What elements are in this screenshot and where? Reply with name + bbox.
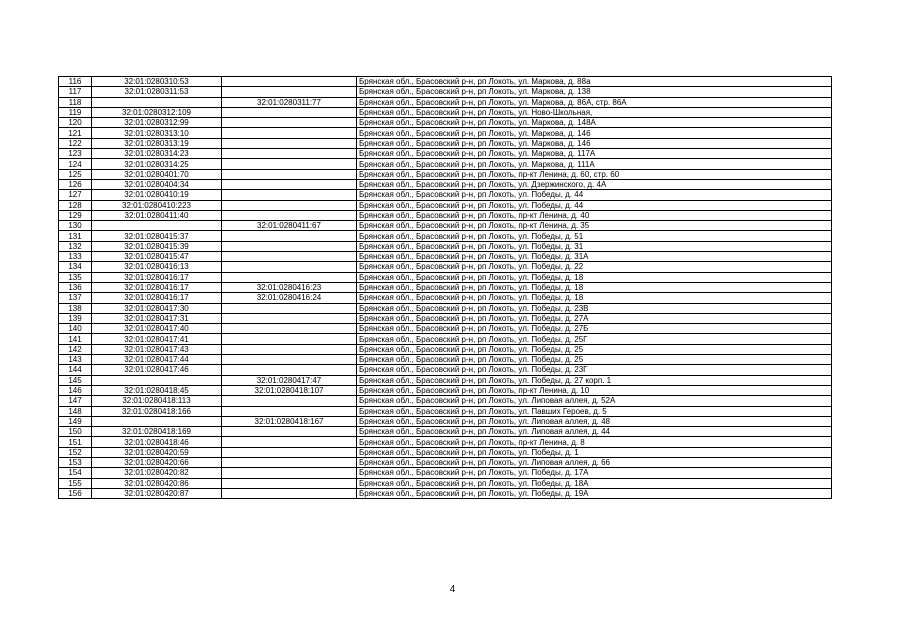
cadastral-number-cell: 32:01:0280416:13 [92,262,222,272]
related-cadastral-number-cell [222,457,357,467]
table-row [59,221,832,231]
table-row [59,210,832,220]
related-cadastral-number-cell [222,437,357,447]
cadastral-number-cell: 32:01:0280313:19 [92,138,222,148]
related-cadastral-number-cell [222,77,357,87]
address-cell: Брянская обл., Брасовский р-н, рп Локоть, ул. Ново-Школьная, [357,107,832,117]
address-cell: Брянская обл., Брасовский р-н, рп Локоть, ул. Победы, д. 17А [357,468,832,478]
related-cadastral-number-cell: 32:01:0280418:107 [222,385,357,395]
address-cell: Брянская обл., Брасовский р-н, рп Локоть, ул. Дзержинского, д. 4А [357,179,832,189]
related-cadastral-number-cell [222,324,357,334]
row-number-cell: 146 [59,385,92,395]
cadastral-number-cell: 32:01:0280420:86 [92,478,222,488]
table-body [59,77,832,499]
row-number-cell: 141 [59,334,92,344]
related-cadastral-number-cell: 32:01:0280418:167 [222,416,357,426]
table-row [59,252,832,262]
related-cadastral-number-cell [222,272,357,282]
row-number-cell: 133 [59,252,92,262]
address-cell: Брянская обл., Брасовский р-н, рп Локоть, ул. Победы, д. 18 [357,293,832,303]
table-row [59,406,832,416]
cadastral-number-cell: 32:01:0280417:41 [92,334,222,344]
related-cadastral-number-cell [222,241,357,251]
related-cadastral-number-cell [222,128,357,138]
address-cell: Брянская обл., Брасовский р-н, рп Локоть, ул. Победы, д. 1 [357,447,832,457]
table-row [59,149,832,159]
row-number-cell: 136 [59,282,92,292]
row-number-cell: 125 [59,169,92,179]
cadastral-number-cell: 32:01:0280416:17 [92,293,222,303]
address-cell: Брянская обл., Брасовский р-н, рп Локоть, пр-кт Ленина, д. 40 [357,210,832,220]
row-number-cell: 140 [59,324,92,334]
address-cell: Брянская обл., Брасовский р-н, рп Локоть, ул. Победы, д. 44 [357,200,832,210]
related-cadastral-number-cell [222,303,357,313]
cadastral-number-cell: 32:01:0280416:17 [92,282,222,292]
row-number-cell: 131 [59,231,92,241]
cadastral-number-cell [92,416,222,426]
address-cell: Брянская обл., Брасовский р-н, рп Локоть, пр-кт Ленина, д. 60, стр. 60 [357,169,832,179]
address-cell: Брянская обл., Брасовский р-н, рп Локоть, ул. Маркова, д. 138 [357,87,832,97]
row-number-cell: 117 [59,87,92,97]
address-cell: Брянская обл., Брасовский р-н, рп Локоть, ул. Маркова, д. 148А [357,118,832,128]
related-cadastral-number-cell [222,365,357,375]
address-cell: Брянская обл., Брасовский р-н, рп Локоть, ул. Победы, д. 18 [357,272,832,282]
address-cell: Брянская обл., Брасовский р-н, рп Локоть, ул. Победы, д. 23В [357,303,832,313]
table-row [59,200,832,210]
row-number-cell: 143 [59,355,92,365]
cadastral-number-cell: 32:01:0280415:47 [92,252,222,262]
row-number-cell: 116 [59,77,92,87]
related-cadastral-number-cell [222,447,357,457]
table-row [59,190,832,200]
row-number-cell: 135 [59,272,92,282]
address-cell: Брянская обл., Брасовский р-н, рп Локоть, ул. Маркова, д. 146 [357,138,832,148]
related-cadastral-number-cell [222,87,357,97]
cadastral-number-cell: 32:01:0280410:19 [92,190,222,200]
address-cell: Брянская обл., Брасовский р-н, рп Локоть, пр-кт Ленина, д. 8 [357,437,832,447]
row-number-cell: 155 [59,478,92,488]
table-row [59,169,832,179]
cadastral-table [58,76,832,499]
row-number-cell: 150 [59,427,92,437]
address-cell: Брянская обл., Брасовский р-н, рп Локоть, ул. Липовая аллея, д. 44 [357,427,832,437]
cadastral-number-cell: 32:01:0280420:82 [92,468,222,478]
row-number-cell: 129 [59,210,92,220]
address-cell: Брянская обл., Брасовский р-н, рп Локоть, ул. Победы, д. 25 [357,344,832,354]
address-cell: Брянская обл., Брасовский р-н, рп Локоть, ул. Победы, д. 31 [357,241,832,251]
row-number-cell: 154 [59,468,92,478]
related-cadastral-number-cell: 32:01:0280416:23 [222,282,357,292]
table-row [59,179,832,189]
address-cell: Брянская обл., Брасовский р-н, рп Локоть, ул. Победы, д. 18 [357,282,832,292]
cadastral-number-cell: 32:01:0280312:99 [92,118,222,128]
table-row [59,313,832,323]
related-cadastral-number-cell [222,468,357,478]
row-number-cell: 130 [59,221,92,231]
row-number-cell: 123 [59,149,92,159]
row-number-cell: 145 [59,375,92,385]
cadastral-number-cell: 32:01:0280417:30 [92,303,222,313]
row-number-cell: 119 [59,107,92,117]
address-cell: Брянская обл., Брасовский р-н, рп Локоть, ул. Победы, д. 27А [357,313,832,323]
related-cadastral-number-cell [222,478,357,488]
table-row [59,87,832,97]
related-cadastral-number-cell [222,355,357,365]
page-number: 4 [449,584,456,595]
address-cell: Брянская обл., Брасовский р-н, рп Локоть, ул. Победы, д. 27Б [357,324,832,334]
address-cell: Брянская обл., Брасовский р-н, рп Локоть, ул. Маркова, д. 117А [357,149,832,159]
cadastral-number-cell: 32:01:0280420:87 [92,488,222,498]
related-cadastral-number-cell [222,313,357,323]
address-cell: Брянская обл., Брасовский р-н, рп Локоть, ул. Победы, д. 25 [357,355,832,365]
address-cell: Брянская обл., Брасовский р-н, рп Локоть, ул. Победы, д. 44 [357,190,832,200]
row-number-cell: 151 [59,437,92,447]
row-number-cell: 152 [59,447,92,457]
row-number-cell: 139 [59,313,92,323]
address-cell: Брянская обл., Брасовский р-н, рп Локоть, ул. Победы, д. 19А [357,488,832,498]
cadastral-number-cell [92,221,222,231]
related-cadastral-number-cell [222,262,357,272]
row-number-cell: 137 [59,293,92,303]
row-number-cell: 147 [59,396,92,406]
cadastral-number-cell: 32:01:0280416:17 [92,272,222,282]
cadastral-number-cell: 32:01:0280415:39 [92,241,222,251]
table-row [59,416,832,426]
row-number-cell: 121 [59,128,92,138]
cadastral-number-cell: 32:01:0280311:53 [92,87,222,97]
row-number-cell: 149 [59,416,92,426]
cadastral-number-cell: 32:01:0280417:31 [92,313,222,323]
cadastral-number-cell: 32:01:0280314:25 [92,159,222,169]
table-row [59,334,832,344]
row-number-cell: 124 [59,159,92,169]
cadastral-number-cell: 32:01:0280417:40 [92,324,222,334]
cadastral-number-cell: 32:01:0280415:37 [92,231,222,241]
table-row [59,468,832,478]
related-cadastral-number-cell [222,344,357,354]
address-cell: Брянская обл., Брасовский р-н, рп Локоть, пр-кт Ленина, д. 10 [357,385,832,395]
address-cell: Брянская обл., Брасовский р-н, рп Локоть, ул. Липовая аллея, д. 48 [357,416,832,426]
cadastral-number-cell: 32:01:0280417:44 [92,355,222,365]
address-cell: Брянская обл., Брасовский р-н, рп Локоть, ул. Маркова, д. 146 [357,128,832,138]
row-number-cell: 118 [59,97,92,107]
related-cadastral-number-cell [222,200,357,210]
address-cell: Брянская обл., Брасовский р-н, рп Локоть, ул. Павших Героев, д. 5 [357,406,832,416]
table-row [59,97,832,107]
table-row [59,355,832,365]
related-cadastral-number-cell [222,190,357,200]
table-row [59,375,832,385]
cadastral-number-cell [92,375,222,385]
table-row [59,282,832,292]
related-cadastral-number-cell: 32:01:0280416:24 [222,293,357,303]
row-number-cell: 153 [59,457,92,467]
table-row [59,128,832,138]
address-cell: Брянская обл., Брасовский р-н, рп Локоть, ул. Липовая аллея, д. 52А [357,396,832,406]
table-row [59,107,832,117]
related-cadastral-number-cell [222,396,357,406]
cadastral-number-cell [92,97,222,107]
table-row [59,159,832,169]
row-number-cell: 127 [59,190,92,200]
table-row [59,324,832,334]
cadastral-number-cell: 32:01:0280314:23 [92,149,222,159]
cadastral-number-cell: 32:01:0280420:66 [92,457,222,467]
address-cell: Брянская обл., Брасовский р-н, рп Локоть, ул. Победы, д. 22 [357,262,832,272]
related-cadastral-number-cell [222,159,357,169]
address-cell: Брянская обл., Брасовский р-н, рп Локоть, ул. Победы, д. 51 [357,231,832,241]
related-cadastral-number-cell [222,427,357,437]
row-number-cell: 148 [59,406,92,416]
cadastral-number-cell: 32:01:0280404:34 [92,179,222,189]
table-row [59,303,832,313]
related-cadastral-number-cell [222,334,357,344]
related-cadastral-number-cell [222,138,357,148]
address-cell: Брянская обл., Брасовский р-н, рп Локоть, ул. Победы, д. 27 корп. 1 [357,375,832,385]
cadastral-number-cell: 32:01:0280418:169 [92,427,222,437]
cadastral-number-cell: 32:01:0280420:59 [92,447,222,457]
related-cadastral-number-cell [222,149,357,159]
table-row [59,488,832,498]
cadastral-number-cell: 32:01:0280411:40 [92,210,222,220]
row-number-cell: 138 [59,303,92,313]
cadastral-number-cell: 32:01:0280310:53 [92,77,222,87]
address-cell: Брянская обл., Брасовский р-н, рп Локоть, ул. Победы, д. 18А [357,478,832,488]
related-cadastral-number-cell [222,210,357,220]
row-number-cell: 142 [59,344,92,354]
address-cell: Брянская обл., Брасовский р-н, рп Локоть, ул. Маркова, д. 88а [357,77,832,87]
table-row [59,427,832,437]
table-row [59,138,832,148]
cadastral-number-cell: 32:01:0280417:46 [92,365,222,375]
address-cell: Брянская обл., Брасовский р-н, рп Локоть, ул. Липовая аллея, д. 66 [357,457,832,467]
cadastral-number-cell: 32:01:0280418:45 [92,385,222,395]
related-cadastral-number-cell [222,118,357,128]
row-number-cell: 128 [59,200,92,210]
table-row [59,365,832,375]
row-number-cell: 120 [59,118,92,128]
table-row [59,77,832,87]
cadastral-number-cell: 32:01:0280401:70 [92,169,222,179]
related-cadastral-number-cell [222,406,357,416]
document-table-container [58,76,831,499]
table-row [59,293,832,303]
table-row [59,262,832,272]
table-row [59,396,832,406]
address-cell: Брянская обл., Брасовский р-н, рп Локоть, ул. Победы, д. 23Г [357,365,832,375]
table-row [59,385,832,395]
related-cadastral-number-cell [222,169,357,179]
cadastral-number-cell: 32:01:0280312:109 [92,107,222,117]
row-number-cell: 122 [59,138,92,148]
cadastral-number-cell: 32:01:0280313:10 [92,128,222,138]
related-cadastral-number-cell [222,107,357,117]
address-cell: Брянская обл., Брасовский р-н, рп Локоть, ул. Маркова, д. 111А [357,159,832,169]
related-cadastral-number-cell: 32:01:0280417:47 [222,375,357,385]
cadastral-number-cell: 32:01:0280418:113 [92,396,222,406]
table-row [59,457,832,467]
address-cell: Брянская обл., Брасовский р-н, рп Локоть, ул. Победы, д. 31А [357,252,832,262]
related-cadastral-number-cell [222,252,357,262]
table-row [59,447,832,457]
row-number-cell: 126 [59,179,92,189]
table-row [59,118,832,128]
row-number-cell: 132 [59,241,92,251]
table-row [59,478,832,488]
cadastral-number-cell: 32:01:0280418:166 [92,406,222,416]
address-cell: Брянская обл., Брасовский р-н, рп Локоть, пр-кт Ленина, д. 35 [357,221,832,231]
table-row [59,231,832,241]
table-row [59,241,832,251]
row-number-cell: 134 [59,262,92,272]
table-row [59,437,832,447]
related-cadastral-number-cell: 32:01:0280411:67 [222,221,357,231]
table-row [59,344,832,354]
row-number-cell: 156 [59,488,92,498]
related-cadastral-number-cell [222,231,357,241]
related-cadastral-number-cell: 32:01:0280311:77 [222,97,357,107]
related-cadastral-number-cell [222,179,357,189]
related-cadastral-number-cell [222,488,357,498]
row-number-cell: 144 [59,365,92,375]
table-row [59,272,832,282]
cadastral-number-cell: 32:01:0280417:43 [92,344,222,354]
cadastral-number-cell: 32:01:0280418:46 [92,437,222,447]
address-cell: Брянская обл., Брасовский р-н, рп Локоть, ул. Маркова, д. 86А, стр. 86А [357,97,832,107]
address-cell: Брянская обл., Брасовский р-н, рп Локоть, ул. Победы, д. 25Г [357,334,832,344]
cadastral-number-cell: 32:01:0280410:223 [92,200,222,210]
